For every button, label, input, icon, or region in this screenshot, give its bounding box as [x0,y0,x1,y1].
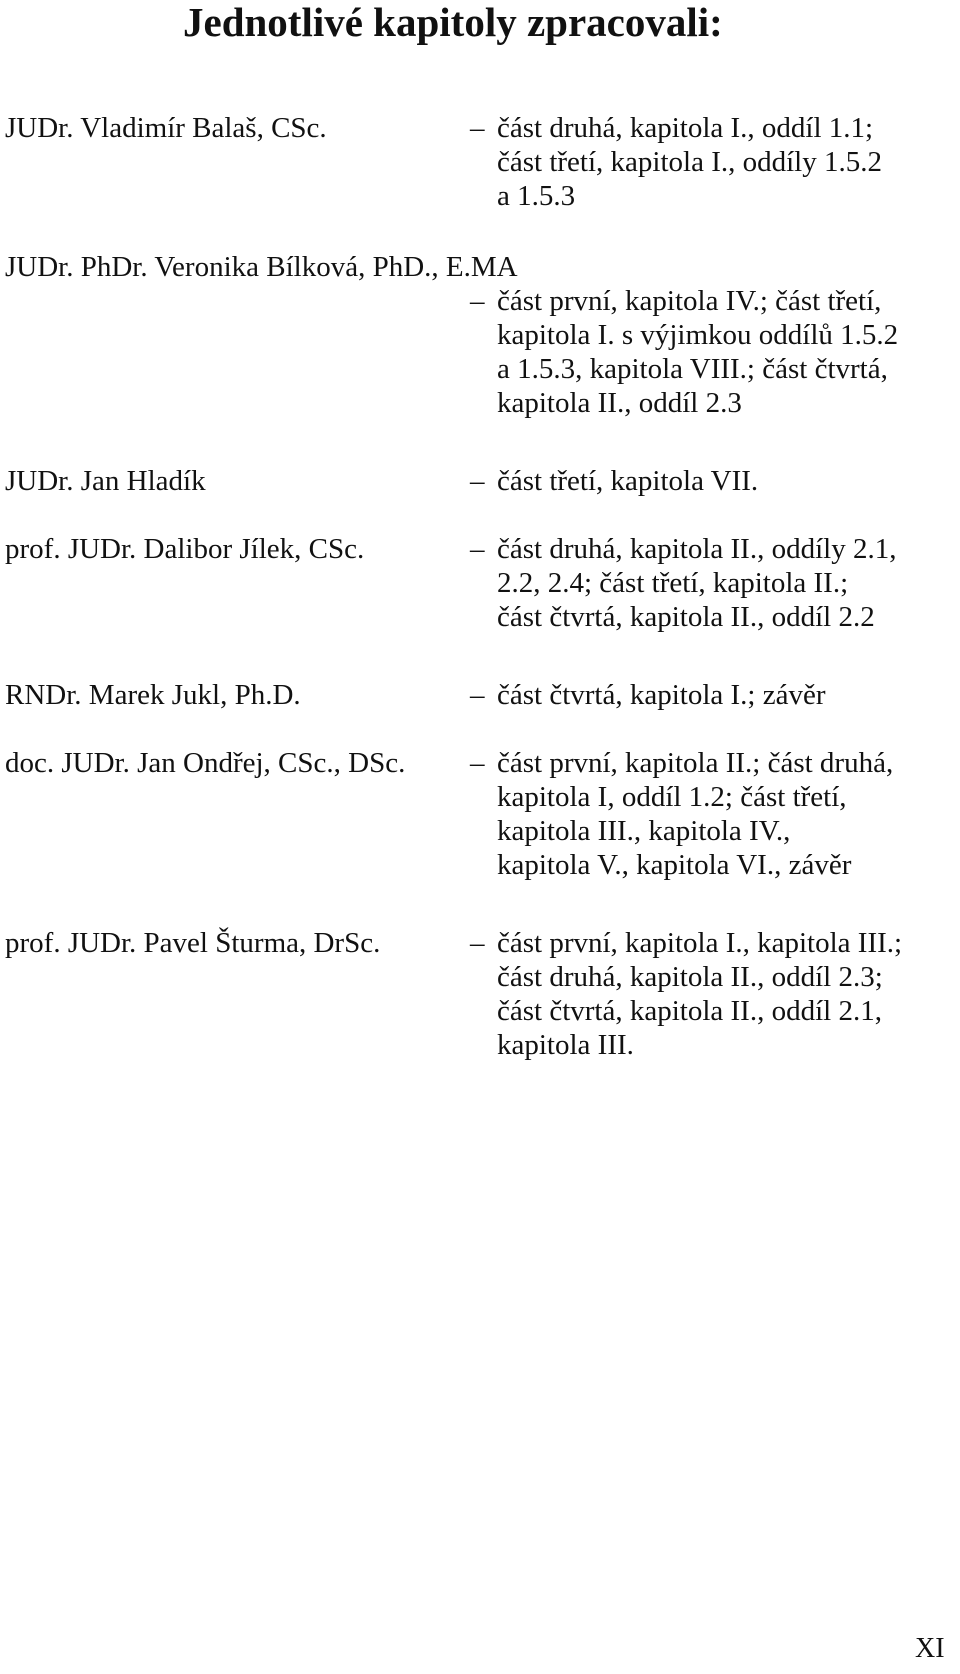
section-line: kapitola I, oddíl 1.2; část třetí, [497,781,847,813]
dash: – [470,112,485,144]
contributor-entry [0,464,960,498]
contributor-entry [0,678,960,712]
section-line: část třetí, kapitola VII. [497,465,759,497]
contributor-sections [497,678,826,712]
contributor-entry [0,250,960,420]
contributor-sections [497,532,896,634]
section-line: kapitola I. s výjimkou oddílů 1.5.2 [497,319,899,351]
contributor-entry [0,746,960,882]
section-line: část první, kapitola I., kapitola III.; [497,927,903,959]
contributor-sections [497,464,758,498]
section-line: část čtvrtá, kapitola I.; závěr [497,679,826,711]
contributor-name: prof. JUDr. Pavel Šturma, DrSc. [5,927,381,959]
dash: – [470,679,485,711]
section-line: 2.2, 2.4; část třetí, kapitola II.; [497,567,849,599]
contributor-sections [497,746,893,882]
page-number: XI [915,1633,945,1664]
page-title: Jednotlivé kapitoly zpracovali: [183,0,723,45]
section-line: kapitola III. [497,1029,634,1061]
contributor-entry [0,111,960,213]
contributor-name: JUDr. PhDr. Veronika Bílková, PhD., E.MA [5,251,518,283]
section-line: kapitola III., kapitola IV., [497,815,791,847]
section-line: a 1.5.3 [497,180,576,212]
section-line: část druhá, kapitola II., oddíly 2.1, [497,533,897,565]
section-line: část čtvrtá, kapitola II., oddíl 2.2 [497,601,875,633]
contributor-name: JUDr. Vladimír Balaš, CSc. [5,112,327,144]
section-line: kapitola II., oddíl 2.3 [497,387,742,419]
section-line: část první, kapitola II.; část druhá, [497,747,894,779]
contributor-entry [0,926,960,1062]
contributor-name: doc. JUDr. Jan Ondřej, CSc., DSc. [5,747,406,779]
section-line: část druhá, kapitola II., oddíl 2.3; [497,961,883,993]
section-line: část první, kapitola IV.; část třetí, [497,285,882,317]
contributor-name: prof. JUDr. Dalibor Jílek, CSc. [5,533,365,565]
dash: – [470,747,485,779]
contributor-entry [0,532,960,634]
contributor-sections [497,926,902,1062]
contributor-sections [497,284,898,420]
dash: – [470,465,485,497]
section-line: část druhá, kapitola I., oddíl 1.1; [497,112,874,144]
dash: – [470,533,485,565]
contributor-sections [497,111,882,213]
contributor-name: JUDr. Jan Hladík [5,465,206,497]
section-line: část třetí, kapitola I., oddíly 1.5.2 [497,146,882,178]
section-line: část čtvrtá, kapitola II., oddíl 2.1, [497,995,882,1027]
section-line: a 1.5.3, kapitola VIII.; část čtvrtá, [497,353,888,385]
dash: – [470,285,485,317]
section-line: kapitola V., kapitola VI., závěr [497,849,852,881]
contributor-name: RNDr. Marek Jukl, Ph.D. [5,679,301,711]
dash: – [470,927,485,959]
